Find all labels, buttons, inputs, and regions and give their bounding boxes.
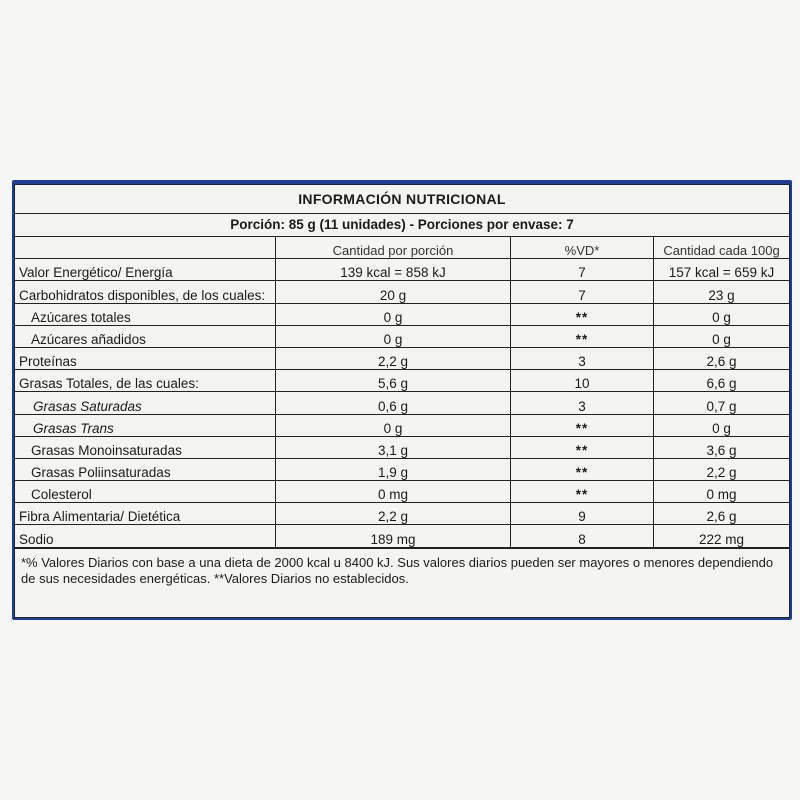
nutrient-name: Grasas Poliinsaturadas: [15, 458, 276, 480]
nutrient-name: Azúcares totales: [15, 303, 276, 325]
header-row: [15, 237, 789, 259]
row-energy: [15, 259, 789, 281]
nutrient-name: Proteínas: [15, 347, 276, 369]
nutrition-facts-table: [14, 184, 790, 618]
footnote: *% Valores Diarios con base a una dieta de 2000 kcal u 8400 kJ. Sus valores diarios pueden ser mayores o menores dependiendo de sus necesidades energéticas. **Valores Diarios no establecidos.: [15, 548, 789, 587]
nutrient-vd: 7: [511, 281, 654, 303]
nutrient-vd: **: [511, 325, 654, 347]
nutrient-vd: 7: [511, 259, 654, 281]
nutrient-vd: 8: [511, 525, 654, 547]
nutrient-name: Fibra Alimentaria/ Dietética: [15, 503, 276, 525]
row-monounsaturated-fat: [15, 436, 789, 458]
nutrient-name: Valor Energético/ Energía: [15, 259, 276, 281]
row-sodium: [15, 525, 789, 547]
nutrient-vd: 10: [511, 370, 654, 392]
nutrient-q100: 2,6 g: [654, 347, 790, 369]
nutrient-vd: 3: [511, 392, 654, 414]
row-polyunsaturated-fat: [15, 458, 789, 480]
nutrient-qty: 189 mg: [276, 525, 511, 547]
nutrition-label-panel: [12, 180, 792, 620]
nutrient-vd: 9: [511, 503, 654, 525]
nutrient-qty: 2,2 g: [276, 503, 511, 525]
row-added-sugars: [15, 325, 789, 347]
nutrient-q100: 6,6 g: [654, 370, 790, 392]
nutrient-qty: 3,1 g: [276, 436, 511, 458]
nutrient-q100: 222 mg: [654, 525, 790, 547]
nutrient-q100: 0,7 g: [654, 392, 790, 414]
nutrient-q100: 0 g: [654, 303, 790, 325]
header-per-portion: Cantidad por porción: [276, 237, 511, 259]
nutrient-qty: 5,6 g: [276, 370, 511, 392]
row-total-sugars: [15, 303, 789, 325]
nutrient-vd: **: [511, 481, 654, 503]
nutrient-qty: 0 mg: [276, 481, 511, 503]
row-trans-fat: [15, 414, 789, 436]
header-per-100g: Cantidad cada 100g: [654, 237, 790, 259]
row-saturated-fat: [15, 392, 789, 414]
nutrient-qty: 139 kcal = 858 kJ: [276, 259, 511, 281]
nutrient-q100: 0 mg: [654, 481, 790, 503]
nutrient-table: [15, 237, 789, 548]
nutrient-name: Sodio: [15, 525, 276, 547]
nutrient-q100: 3,6 g: [654, 436, 790, 458]
row-cholesterol: [15, 481, 789, 503]
nutrient-vd: **: [511, 414, 654, 436]
nutrient-name: Grasas Monoinsaturadas: [15, 436, 276, 458]
nutrient-qty: 0 g: [276, 303, 511, 325]
nutrient-name: Grasas Trans: [15, 414, 276, 436]
nutrient-name: Colesterol: [15, 481, 276, 503]
row-carbohydrates: [15, 281, 789, 303]
nutrient-vd: **: [511, 303, 654, 325]
nutrient-vd: **: [511, 458, 654, 480]
nutrient-name: Grasas Totales, de las cuales:: [15, 370, 276, 392]
portion-info: Porción: 85 g (11 unidades) - Porciones por envase: 7: [15, 214, 789, 237]
nutrient-vd: **: [511, 436, 654, 458]
nutrient-qty: 0,6 g: [276, 392, 511, 414]
nutrient-qty: 0 g: [276, 325, 511, 347]
nutrient-q100: 0 g: [654, 325, 790, 347]
nutrient-q100: 23 g: [654, 281, 790, 303]
header-vd: %VD*: [511, 237, 654, 259]
row-dietary-fiber: [15, 503, 789, 525]
nutrient-vd: 3: [511, 347, 654, 369]
nutrient-qty: 1,9 g: [276, 458, 511, 480]
header-nutrient-cell: [15, 237, 276, 259]
row-total-fat: [15, 370, 789, 392]
nutrient-name: Carbohidratos disponibles, de los cuales:: [15, 281, 276, 303]
nutrient-q100: 2,2 g: [654, 458, 790, 480]
nutrient-q100: 0 g: [654, 414, 790, 436]
nutrient-name: Grasas Saturadas: [15, 392, 276, 414]
nutrient-qty: 0 g: [276, 414, 511, 436]
nutrient-qty: 20 g: [276, 281, 511, 303]
label-title: INFORMACIÓN NUTRICIONAL: [15, 185, 789, 214]
nutrient-q100: 157 kcal = 659 kJ: [654, 259, 790, 281]
nutrient-q100: 2,6 g: [654, 503, 790, 525]
nutrient-qty: 2,2 g: [276, 347, 511, 369]
row-proteins: [15, 347, 789, 369]
nutrient-name: Azúcares añadidos: [15, 325, 276, 347]
